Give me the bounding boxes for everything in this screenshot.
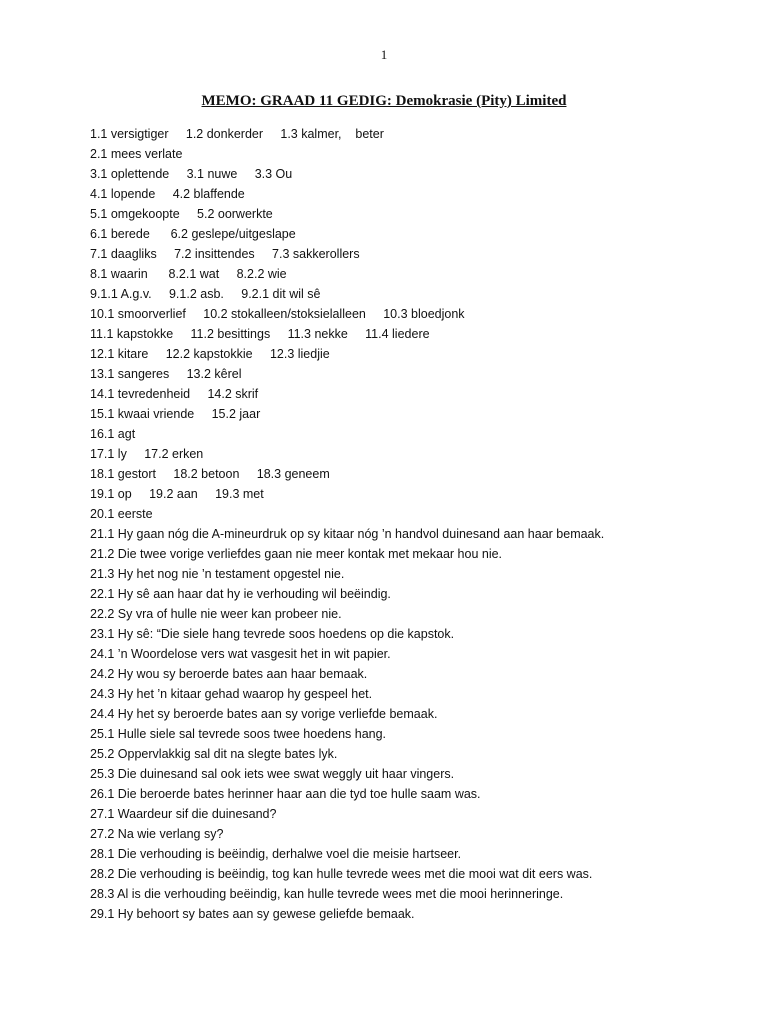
- answer-line: 24.1 ’n Woordelose vers wat vasgesit het in wit papier.: [90, 647, 391, 661]
- answer-line: 4.1 lopende 4.2 blaffende: [90, 187, 245, 201]
- answer-line: 8.1 waarin 8.2.1 wat 8.2.2 wie: [90, 267, 287, 281]
- answer-line: 21.3 Hy het nog nie ’n testament opgestel nie.: [90, 567, 345, 581]
- answer-line: 18.1 gestort 18.2 betoon 18.3 geneem: [90, 467, 330, 481]
- answer-line: 28.1 Die verhouding is beëindig, derhalwe voel die meisie hartseer.: [90, 847, 462, 861]
- answer-line: 26.1 Die beroerde bates herinner haar aan die tyd toe hulle saam was.: [90, 787, 481, 801]
- answer-line: 22.1 Hy sê aan haar dat hy ie verhouding wil beëindig.: [90, 587, 391, 601]
- answer-line: 17.1 ly 17.2 erken: [90, 447, 204, 461]
- answer-line: 28.3 Al is die verhouding beëindig, kan hulle tevrede wees met die mooi herinneringe.: [90, 887, 564, 901]
- answer-line: 2.1 mees verlate: [90, 147, 183, 161]
- answer-line: 9.1.1 A.g.v. 9.1.2 asb. 9.2.1 dit wil sê: [90, 287, 321, 301]
- document-title: MEMO: GRAAD 11 GEDIG: Demokrasie (Pity) Limited: [201, 93, 567, 109]
- answer-line: 5.1 omgekoopte 5.2 oorwerkte: [90, 207, 273, 221]
- answer-line: 19.1 op 19.2 aan 19.3 met: [90, 487, 264, 501]
- page-number: 1: [380, 47, 388, 62]
- answer-line: 27.1 Waardeur sif die duinesand?: [90, 807, 277, 821]
- answer-line: 23.1 Hy sê: “Die siele hang tevrede soos hoedens op die kapstok.: [90, 627, 455, 641]
- answer-line: 21.1 Hy gaan nóg die A-mineurdruk op sy kitaar nóg ’n handvol duinesand aan haar bemaak.: [90, 527, 605, 541]
- answer-line: 24.3 Hy het ’n kitaar gehad waarop hy gespeel het.: [90, 687, 373, 701]
- answer-line: 13.1 sangeres 13.2 kêrel: [90, 367, 242, 381]
- answer-line: 24.4 Hy het sy beroerde bates aan sy vorige verliefde bemaak.: [90, 707, 438, 721]
- answer-line: 25.2 Oppervlakkig sal dit na slegte bates lyk.: [90, 747, 338, 761]
- answer-line: 1.1 versigtiger 1.2 donkerder 1.3 kalmer, beter: [90, 127, 384, 141]
- answer-line: 22.2 Sy vra of hulle nie weer kan probeer nie.: [90, 607, 342, 621]
- answer-line: 25.3 Die duinesand sal ook iets wee swat weggly uit haar vingers.: [90, 767, 455, 781]
- answer-line: 27.2 Na wie verlang sy?: [90, 827, 224, 841]
- answer-line: 20.1 eerste: [90, 507, 153, 521]
- answer-line: 24.2 Hy wou sy beroerde bates aan haar bemaak.: [90, 667, 368, 681]
- answer-line: 10.1 smoorverlief 10.2 stokalleen/stoksielalleen 10.3 bloedjonk: [90, 307, 465, 321]
- answer-line: 15.1 kwaai vriende 15.2 jaar: [90, 407, 261, 421]
- answer-line: 12.1 kitare 12.2 kapstokkie 12.3 liedjie: [90, 347, 330, 361]
- answer-line: 7.1 daagliks 7.2 insittendes 7.3 sakkerollers: [90, 247, 360, 261]
- answer-line: 14.1 tevredenheid 14.2 skrif: [90, 387, 259, 401]
- answer-list: [90, 124, 750, 924]
- answer-line: 29.1 Hy behoort sy bates aan sy gewese geliefde bemaak.: [90, 907, 415, 921]
- answer-line: 25.1 Hulle siele sal tevrede soos twee hoedens hang.: [90, 727, 387, 741]
- answer-line: 11.1 kapstokke 11.2 besittings 11.3 nekke 11.4 liedere: [90, 327, 430, 341]
- answer-line: 28.2 Die verhouding is beëindig, tog kan hulle tevrede wees met die mooi wat dit eers was.: [90, 867, 593, 881]
- answer-line: 3.1 oplettende 3.1 nuwe 3.3 Ou: [90, 167, 293, 181]
- answer-line: 6.1 berede 6.2 geslepe/uitgeslape: [90, 227, 296, 241]
- answer-line: 16.1 agt: [90, 427, 136, 441]
- answer-line: 21.2 Die twee vorige verliefdes gaan nie meer kontak met mekaar hou nie.: [90, 547, 503, 561]
